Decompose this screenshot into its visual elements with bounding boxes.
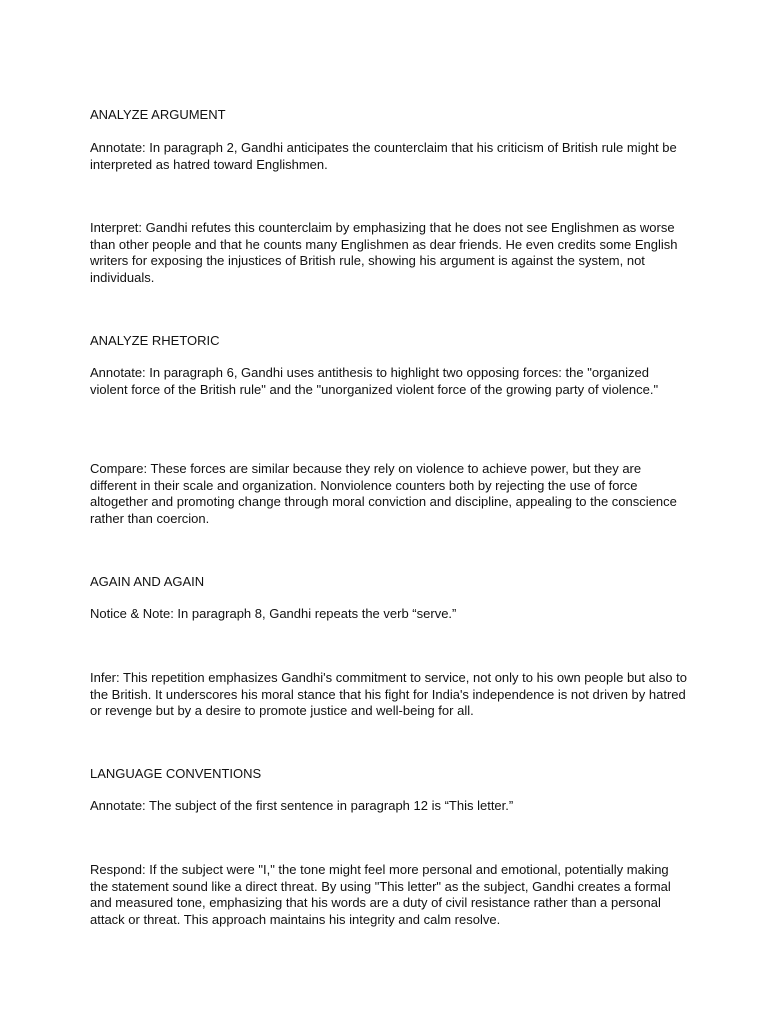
annotate-paragraph: Annotate: The subject of the first sentence in paragraph 12 is “This letter.” bbox=[90, 798, 514, 813]
annotate-paragraph: Annotate: In paragraph 6, Gandhi uses antithesis to highlight two opposing forces: the "organized violent force of the British rule" and the "unorganized violent force of the growing party of violence." bbox=[90, 365, 659, 397]
annotate-paragraph: Annotate: In paragraph 2, Gandhi anticipates the counterclaim that his criticism of British rule might be interpreted as hatred toward Englishmen. bbox=[90, 140, 677, 172]
compare-paragraph: Compare: These forces are similar because they rely on violence to achieve power, but they are different in their scale and organization. Nonviolence counters both by rejecting the use of force altogether and promoting change through moral conviction and discipline, appealing to the conscience rather than coercion. bbox=[90, 461, 677, 526]
respond-paragraph: Respond: If the subject were "I," the tone might feel more personal and emotional, potentially making the statement sound like a direct threat. By using "This letter" as the subject, Gandhi creates a formal and measured tone, emphasizing that his words are a duty of civil resistance rather than a personal attack or threat. This approach maintains his integrity and calm resolve. bbox=[90, 862, 671, 927]
interpret-paragraph: Interpret: Gandhi refutes this counterclaim by emphasizing that he does not see Englishmen as worse than other people and that he counts many Englishmen as dear friends. He even credits some English writers for exposing the injustices of British rule, showing his argument is against the system, not individuals. bbox=[90, 220, 678, 285]
section-heading-analyze-rhetoric: ANALYZE RHETORIC bbox=[90, 333, 220, 348]
infer-paragraph: Infer: This repetition emphasizes Gandhi's commitment to service, not only to his own people but also to the British. It underscores his moral stance that his fight for India's independence is not driven by hatred or revenge but by a desire to promote justice and well-being for all. bbox=[90, 670, 687, 718]
section-heading-analyze-argument: ANALYZE ARGUMENT bbox=[90, 107, 226, 122]
section-heading-again-and-again: AGAIN AND AGAIN bbox=[90, 574, 205, 589]
section-heading-language-conventions: LANGUAGE CONVENTIONS bbox=[90, 766, 262, 781]
notice-and-note-paragraph: Notice & Note: In paragraph 8, Gandhi repeats the verb “serve.” bbox=[90, 606, 457, 621]
